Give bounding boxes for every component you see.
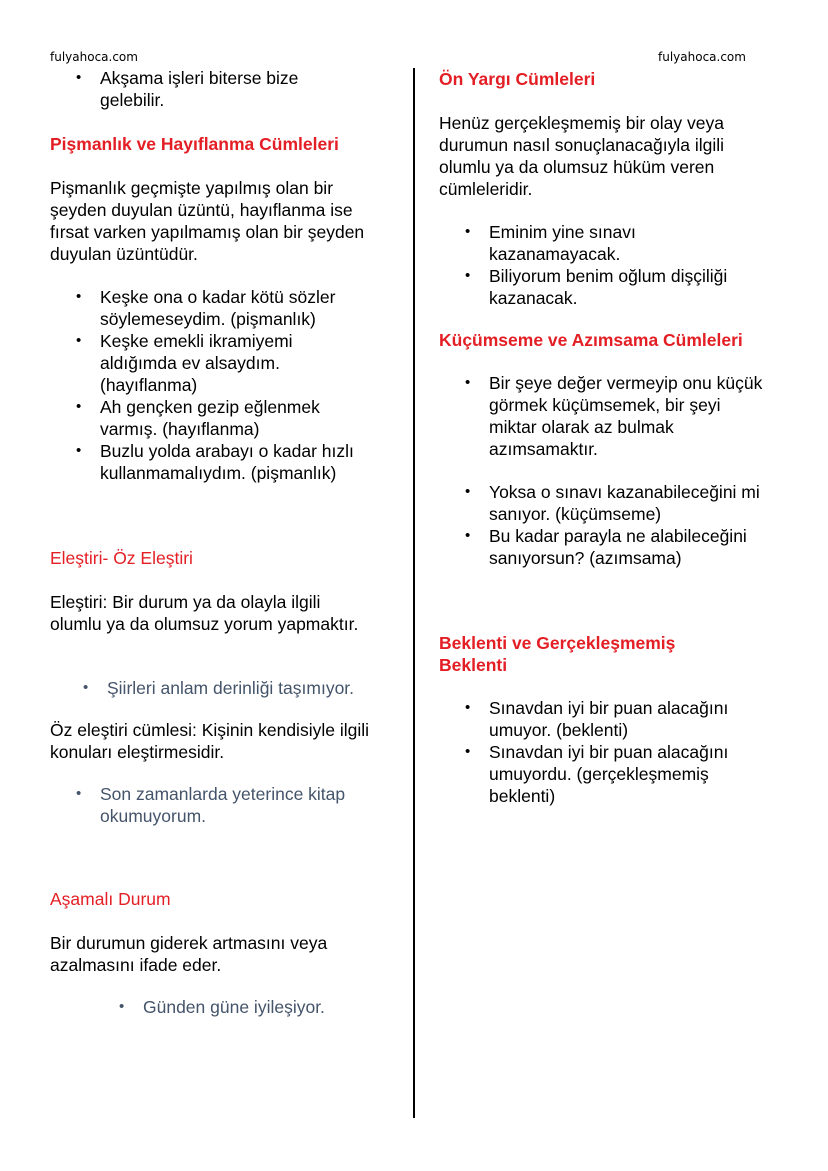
elestiri-example-list [50, 677, 395, 699]
asamali-example-list [50, 996, 395, 1018]
section-title-kucumseme: Küçümseme ve Azımsama Cümleleri [439, 330, 743, 350]
list-item: • Şiirleri anlam derinliği taşımıyor. [107, 677, 395, 699]
oz-elestiri-example-list [50, 783, 390, 827]
pismanlik-list [50, 286, 390, 484]
kucumseme-definition-list [439, 372, 769, 460]
beklenti-list [439, 697, 759, 807]
list-item: • Sınavdan iyi bir puan alacağını umuyor. (beklenti) [489, 697, 759, 741]
list-item: • Eminim yine sınavı kazanamayacak. [489, 221, 689, 265]
section-text-oz-elestiri: Öz eleştiri cümlesi: Kişinin kendisiyle ilgili konuları eleştirmesidir. [50, 720, 369, 762]
list-item: • Yoksa o sınavı kazanabileceğini mi sanıyor. (küçümseme) [489, 481, 769, 525]
header-site-right: fulyahoca.com [658, 50, 746, 64]
list-item: • Akşama işleri biterse bize gelebilir. [100, 67, 340, 111]
list-item: • Buzlu yolda arabayı o kadar hızlı kullanmamalıydım. (pişmanlık) [100, 440, 390, 484]
column-divider [413, 68, 415, 1118]
list-item: • Keşke emekli ikramiyemi aldığımda ev alsaydım. (hayıflanma) [100, 330, 300, 396]
section-title-pismanlik: Pişmanlık ve Hayıflanma Cümleleri [50, 134, 339, 154]
section-title-onyargi: Ön Yargı Cümleleri [439, 69, 596, 89]
list-item: • Ah gençken gezip eğlenmek varmış. (hayıflanma) [100, 396, 360, 440]
list-item: • Keşke ona o kadar kötü sözler söylemeseydim. (pişmanlık) [100, 286, 390, 330]
section-title-beklenti: Beklenti ve Gerçekleşmemiş Beklenti [439, 633, 676, 675]
list-item: • Günden güne iyileşiyor. [143, 996, 395, 1018]
section-title-asamali: Aşamalı Durum [50, 889, 171, 909]
top-bullet-list [50, 67, 340, 111]
section-text-pismanlik: Pişmanlık geçmişte yapılmış olan bir şeyden duyulan üzüntü, hayıflanma ise fırsat varken yapılmamış olan bir şeyden duyulan üzüntüdür. [50, 178, 365, 264]
list-item: • Sınavdan iyi bir puan alacağını umuyordu. (gerçekleşmemiş beklenti) [489, 741, 759, 807]
section-title-elestiri: Eleştiri- Öz Eleştiri [50, 548, 193, 568]
section-text-asamali: Bir durumun giderek artmasını veya azalmasını ifade eder. [50, 933, 328, 975]
list-item: • Son zamanlarda yeterince kitap okumuyorum. [100, 783, 390, 827]
kucumseme-list [439, 481, 779, 569]
section-text-onyargi: Henüz gerçekleşmemiş bir olay veya durumun nasıl sonuçlanacağıyla ilgili olumlu ya da olumsuz hüküm veren cümleleridir. [439, 113, 725, 199]
header-site-left: fulyahoca.com [50, 50, 138, 64]
list-item: • Biliyorum benim oğlum dişçiliği kazanacak. [489, 265, 769, 309]
section-text-elestiri: Eleştiri: Bir durum ya da olayla ilgili olumlu ya da olumsuz yorum yapmaktır. [50, 592, 359, 634]
list-item: • Bu kadar parayla ne alabileceğini sanıyorsun? (azımsama) [489, 525, 779, 569]
onyargi-list [439, 221, 769, 309]
list-item: • Bir şeye değer vermeyip onu küçük görmek küçümsemek, bir şeyi miktar olarak az bulmak azımsamaktır. [489, 372, 769, 460]
